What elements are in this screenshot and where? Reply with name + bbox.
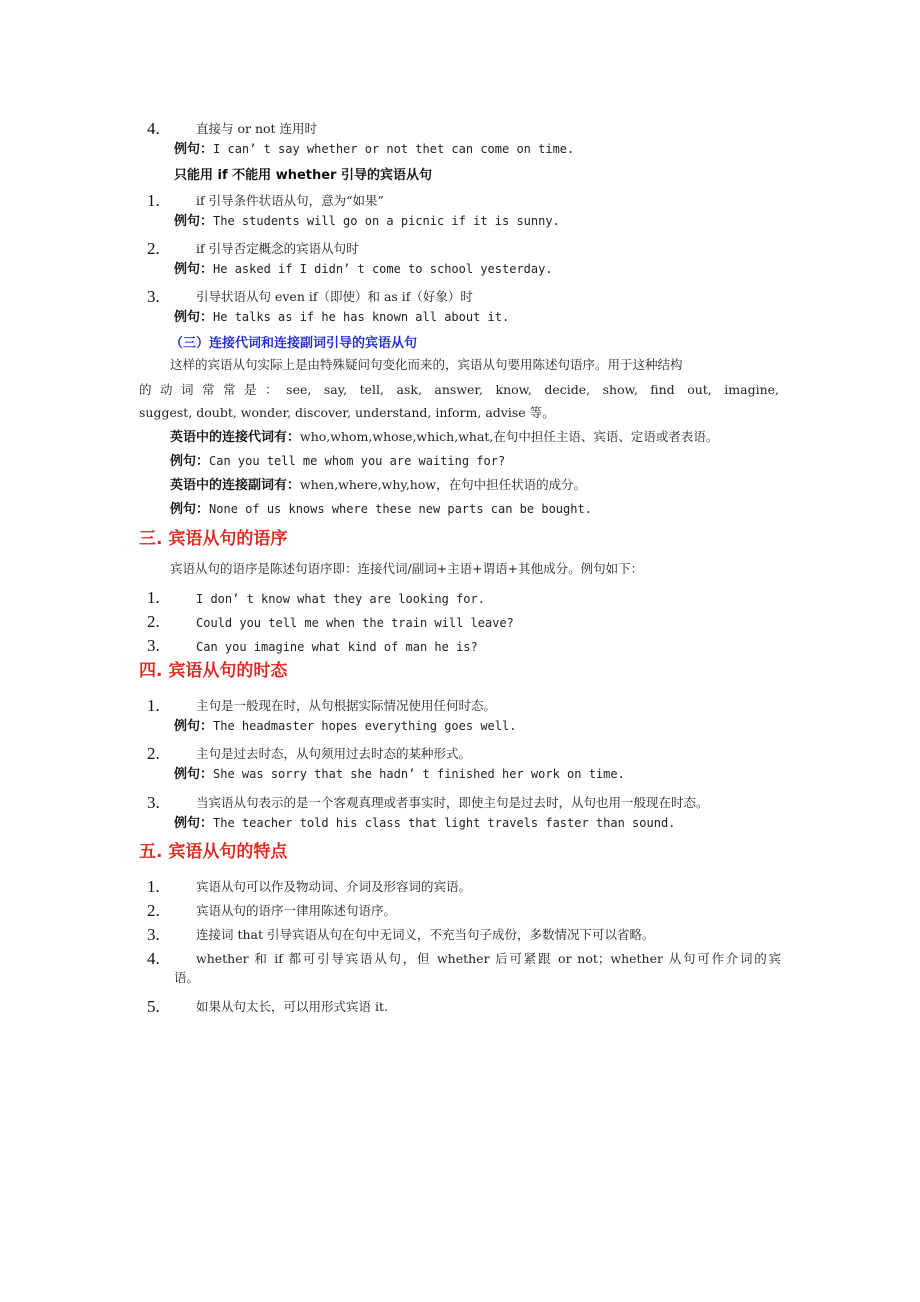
example-label: 例句： [174, 142, 214, 157]
list-number: 3. [147, 636, 160, 655]
example-label: 例句： [170, 454, 210, 469]
list-item-text: 主句是一般现在时，从句根据实际情况使用任何时态。 [196, 698, 497, 713]
list-number: 1. [147, 588, 160, 607]
list-item-text: 宾语从句的语序一律用陈述句语序。 [196, 903, 397, 918]
example-line [174, 718, 516, 735]
example-label: 例句： [174, 310, 214, 325]
paragraph-line: suggest, doubt, wonder, discover, understand, inform, advise 等。 [139, 405, 555, 420]
example-line [174, 261, 553, 278]
example-sentence: Can you tell me whom you are waiting for? [209, 454, 506, 468]
example-line [174, 815, 675, 832]
list-item-text: if 引导否定概念的宾语从句时 [196, 241, 359, 256]
example-label: 例句： [174, 767, 214, 782]
subsection-heading: （三）连接代词和连接副词引导的宾语从句 [170, 336, 418, 351]
pronouns-line [170, 429, 718, 446]
pronouns-text: who,whom,whose,which,what,在句中担任主语、宾语、定语或者表语。 [300, 429, 719, 444]
list-item-text: 当宾语从句表示的是一个客观真理或者事实时，即使主句是过去时，从句也用一般现在时态。 [196, 795, 709, 810]
example-sentence: The headmaster hopes everything goes well. [213, 719, 517, 733]
paragraph-line: 的动词常常是：see, say, tell, ask, answer, know, decide, show, find out, imagine, [139, 382, 779, 397]
adverbs-line [170, 477, 586, 494]
example-sentence: The students will go on a picnic if it is sunny. [213, 214, 560, 228]
subheading-if-only: 只能用 if 不能用 whether 引导的宾语从句 [174, 168, 432, 183]
example-line [174, 766, 625, 783]
paragraph-line: 这样的宾语从句实际上是由特殊疑问句变化而来的，宾语从句要用陈述句语序。用于这种结构 [170, 357, 683, 372]
list-item-text: Could you tell me when the train will leave? [196, 616, 514, 630]
pronouns-label: 英语中的连接代词有： [170, 430, 301, 445]
example-label: 例句： [174, 262, 214, 277]
example-line [174, 141, 574, 158]
list-number: 4. [147, 949, 160, 968]
list-number: 2. [147, 901, 160, 920]
list-number: 3. [147, 287, 160, 306]
example-label: 例句： [174, 719, 214, 734]
section-heading-tense: 四. 宾语从句的时态 [139, 661, 288, 681]
example-sentence: I can’ t say whether or not thet can come on time. [213, 142, 575, 156]
example-line [174, 213, 560, 230]
list-number: 2. [147, 239, 160, 258]
example-sentence: He asked if I didn’ t come to school yesterday. [213, 262, 553, 276]
example-sentence: None of us knows where these new parts can be bought. [209, 502, 592, 516]
example-label: 例句： [174, 214, 214, 229]
list-number: 3. [147, 925, 160, 944]
list-number: 3. [147, 793, 160, 812]
example-line [170, 453, 505, 470]
list-item-text: Can you imagine what kind of man he is? [196, 640, 478, 654]
list-number: 2. [147, 744, 160, 763]
list-item-text: if 引导条件状语从句，意为“如果” [196, 193, 384, 208]
list-number: 1. [147, 696, 160, 715]
list-item-text: I don’ t know what they are looking for. [196, 592, 485, 606]
adverbs-text: when,where,why,how，在句中担任状语的成分。 [300, 477, 587, 492]
example-line [170, 501, 592, 518]
section-heading-features: 五. 宾语从句的特点 [139, 842, 288, 862]
list-item-text: 如果从句太长，可以用形式宾语 it. [196, 999, 388, 1014]
example-sentence: She was sorry that she hadn’ t finished her work on time. [213, 767, 625, 781]
list-item-text: 连接词 that 引导宾语从句在句中无词义，不充当句子成份，多数情况下可以省略。 [196, 927, 655, 942]
list-item-text: 引导状语从句 even if（即使）和 as if（好象）时 [196, 289, 473, 304]
list-number: 1. [147, 191, 160, 210]
paragraph-line: 宾语从句的语序是陈述句语序即：连接代词/副词+主语+谓语+其他成分。例句如下： [170, 561, 644, 576]
list-number: 5. [147, 997, 160, 1016]
list-item-text: 直接与 or not 连用时 [196, 121, 318, 136]
list-number: 4. [147, 119, 160, 138]
example-label: 例句： [170, 502, 210, 517]
list-number: 2. [147, 612, 160, 631]
example-line [174, 309, 509, 326]
section-heading-word-order: 三. 宾语从句的语序 [139, 529, 288, 549]
adverbs-label: 英语中的连接副词有： [170, 478, 301, 493]
list-item-text: 宾语从句可以作及物动词、介词及形容词的宾语。 [196, 879, 472, 894]
example-label: 例句： [174, 816, 214, 831]
list-item-text-continued: 语。 [174, 970, 200, 985]
list-item-text: 主句是过去时态，从句须用过去时态的某种形式。 [196, 746, 472, 761]
list-item-text: whether 和 if 都可引导宾语从句，但 whether 后可紧跟 or not；whether 从句可作介词的宾 [196, 951, 781, 966]
example-sentence: He talks as if he has known all about it. [213, 310, 510, 324]
example-sentence: The teacher told his class that light travels faster than sound. [213, 816, 676, 830]
list-number: 1. [147, 877, 160, 896]
